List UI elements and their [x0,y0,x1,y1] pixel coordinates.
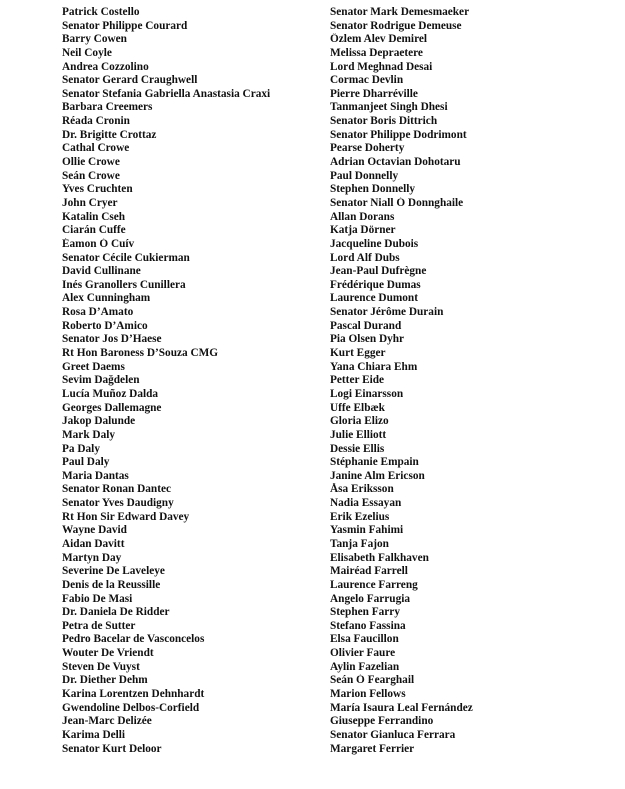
signatory-name-left: Senator Gerard Craughwell [62,74,198,87]
signatory-name-left: Alex Cunningham [62,292,151,305]
signatory-name-right: Pascal Durand [330,319,402,332]
signatory-name-right: Lord Meghnad Desai [330,60,433,73]
signatory-name-left: Yves Cruchten [62,183,133,196]
signatory-name-left: Réada Cronin [62,115,130,128]
signatory-name-right: Logi Einarsson [330,387,404,400]
signatory-name-right: Kurt Egger [330,347,386,360]
signatory-name-right: Gloria Elizo [330,415,389,428]
signatory-name-left: Mark Daly [62,428,116,441]
signatory-name-right: Uffe Elbæk [330,401,385,414]
signatory-name-left: Barry Cowen [62,33,127,46]
signatory-name-right: Senator Philippe Dodrimont [330,128,467,141]
signatory-name-right: Jean-Paul Dufrègne [330,265,427,278]
signatory-name-right: Pearse Doherty [330,142,405,155]
signatory-name-left: Senator Ronan Dantec [62,483,171,496]
signatory-name-right: Cormac Devlin [330,74,404,87]
signatory-name-left: Paul Daly [62,456,110,469]
signatory-name-left: Rt Hon Baroness D’Souza CMG [62,347,219,360]
signatory-name-right: Angelo Farrugia [330,592,411,605]
signatory-name-left: Lucía Muñoz Dalda [62,387,159,400]
signatory-name-left: Georges Dallemagne [62,401,162,414]
signatory-name-right: Janine Alm Ericson [330,469,425,482]
signatory-name-right: Seán Ó Fearghail [330,674,415,687]
signatory-name-left: Pa Daly [62,442,100,455]
signatory-name-left: Aidan Davitt [62,537,125,550]
signatory-name-right: Allan Dorans [330,210,395,223]
signatory-name-right: Mairéad Farrell [330,565,408,578]
signatory-name-right: Melissa Depraetere [330,46,423,59]
signatory-name-left: Ollie Crowe [62,156,120,169]
signatory-name-left: Andrea Cozzolino [62,60,149,73]
signatory-list-left [62,6,322,756]
signatory-name-left: Senator Kurt Deloor [62,742,162,755]
signatory-name-left: Wayne David [62,524,127,537]
signatory-name-right: Åsa Eriksson [330,483,394,496]
signatory-name-left: Dr. Daniela De Ridder [62,606,170,619]
signatory-name-right: Pierre Dharréville [330,87,418,100]
signatory-name-left: Senator Cécile Cukierman [62,251,190,264]
signatory-name-right: María Isaura Leal Fernández [330,701,473,714]
signatory-name-left: Rosa D’Amato [62,306,134,319]
signatory-name-right: Aylin Fazelian [330,660,400,673]
signatory-name-left: Jean-Marc Delizée [62,715,152,728]
signatory-name-left: Senator Jos D’Haese [62,333,162,346]
signatory-name-right: Margaret Ferrier [330,742,415,755]
signatory-name-right: Katja Dörner [330,224,396,237]
signatory-name-left: Barbara Creemers [62,101,153,114]
signatory-name-right: Yasmin Fahimi [330,524,404,537]
signatory-name-left: Martyn Day [62,551,122,564]
signatory-name-right: Lord Alf Dubs [330,251,400,264]
signatory-name-right: Frédérique Dumas [330,278,421,291]
signatory-name-right: Nadia Essayan [330,497,402,510]
signatory-name-left: Patrick Costello [62,6,140,18]
signatory-name-left: Karima Delli [62,728,126,741]
signatory-name-right: Paul Donnelly [330,169,399,182]
signatory-name-left: John Cryer [62,196,118,209]
signatory-name-right: Tanmanjeet Singh Dhesi [330,101,448,114]
signatory-list-right [330,6,610,756]
signatory-name-right: Stephen Donnelly [330,183,416,196]
signatory-name-left: Steven De Vuyst [62,660,140,673]
signatory-name-right: Tanja Fajon [330,537,389,550]
signatory-name-left: Severine De Laveleye [62,565,165,578]
signatory-name-right: Yana Chiara Ehm [330,360,418,373]
signatory-name-right: Stefano Fassina [330,619,406,632]
signatory-name-left: Roberto D’Amico [62,319,148,332]
signatory-name-right: Laurence Farreng [330,578,418,591]
signatory-name-left: Pedro Bacelar de Vasconcelos [62,633,205,646]
signatory-name-left: Rt Hon Sir Edward Davey [62,510,190,523]
signatory-name-right: Senator Rodrigue Demeuse [330,19,462,32]
signatory-name-left: Denis de la Reussille [62,578,161,591]
signatory-name-left: Sevim Dağdelen [62,374,140,387]
signatory-name-right: Senator Niall Ó Donnghaile [330,196,464,209]
signatory-name-left: Neil Coyle [62,46,112,59]
signatory-name-left: Senator Stefania Gabriella Anastasia Craxi [62,87,271,100]
signatory-name-right: Elsa Faucillon [330,633,399,646]
signatory-name-left: Karina Lorentzen Dehnhardt [62,688,205,701]
signatory-name-right: Senator Jérôme Durain [330,306,444,319]
signatory-name-right: Pia Olsen Dyhr [330,333,405,346]
signatory-name-right: Senator Boris Dittrich [330,115,438,128]
signatory-name-left: Dr. Brigitte Crottaz [62,128,157,141]
signatory-name-left: Katalin Cseh [62,210,126,223]
signatory-name-left: Senator Yves Daudigny [62,497,174,510]
signatory-name-right: Senator Gianluca Ferrara [330,728,456,741]
signatory-name-right: Stephen Farry [330,606,400,619]
signatory-name-left: Inés Granollers Cunillera [62,278,186,291]
signatory-name-right: Erik Ezelius [330,510,390,523]
signatory-name-right: Julie Elliott [330,428,387,441]
signatory-name-right: Olivier Faure [330,647,396,660]
signatory-name-left: Greet Daems [62,360,125,373]
signatory-name-left: Maria Dantas [62,469,129,482]
signatory-name-right: Laurence Dumont [330,292,418,305]
signatory-name-left: Senator Philippe Courard [62,19,188,32]
signatory-name-left: Éamon Ó Cuív [62,237,135,250]
signatory-name-right: Özlem Alev Demirel [330,33,428,46]
signatory-name-right: Dessie Ellis [330,442,385,455]
signatory-name-right: Elisabeth Falkhaven [330,551,429,564]
signatory-name-left: Petra de Sutter [62,619,136,632]
signatory-name-left: David Cullinane [62,265,141,278]
signatory-name-left: Seán Crowe [62,169,120,182]
signatory-name-left: Fabio De Masi [62,592,133,605]
signatory-name-right: Giuseppe Ferrandino [330,715,434,728]
signatory-name-left: Wouter De Vriendt [62,647,154,660]
signatory-name-right: Jacqueline Dubois [330,237,419,250]
signatory-name-right: Adrian Octavian Dohotaru [330,156,461,169]
signatory-name-right: Stéphanie Empain [330,456,419,469]
signatory-name-left: Jakop Dalunde [62,415,136,428]
signatory-name-right: Petter Eide [330,374,385,387]
signatory-name-left: Gwendoline Delbos-Corfield [62,701,200,714]
signatory-name-right: Marion Fellows [330,688,406,701]
signatory-name-left: Dr. Diether Dehm [62,674,148,687]
signatory-name-left: Cathal Crowe [62,142,130,155]
signatory-name-left: Ciarán Cuffe [62,224,126,237]
signatory-name-right: Senator Mark Demesmaeker [330,6,470,18]
